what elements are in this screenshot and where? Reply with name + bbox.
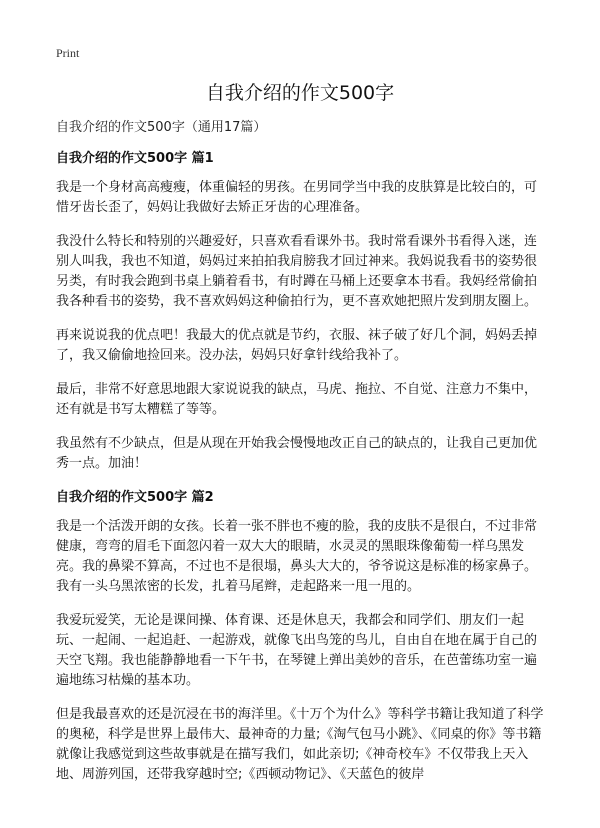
essay-section-2 xyxy=(56,488,544,785)
paragraph: 我没什么特长和特别的兴趣爱好，只喜欢看看课外书。我时常看课外书看得入迷，连别人叫我，我也不知道，妈妈过来拍拍我肩膀我才回过神来。我妈说我看书的姿势很另类，有时我会跑到书桌上躺着看书，有时蹲在马桶上还要拿本书看。我妈经常偷拍我各种看书的姿势，我不喜欢妈妈这种偷拍行为，更不喜欢她把照片发到朋友圈上。 xyxy=(56,234,538,309)
print-link[interactable]: Print xyxy=(56,46,80,60)
paragraph: 最后，非常不好意思地跟大家说说我的缺点，马虎、拖拉、不自觉、注意力不集中，还有就是书写太糟糕了等等。 xyxy=(56,382,538,417)
article-subtitle: 自我介绍的作文500字（通用17篇） xyxy=(56,120,267,135)
page-title: 自我介绍的作文500字 xyxy=(205,82,395,104)
paragraph: 我虽然有不少缺点，但是从现在开始我会慢慢地改正自己的缺点的，让我自己更加优秀一点。加油！ xyxy=(56,436,538,471)
section-heading: 自我介绍的作文500字 篇2 xyxy=(56,490,214,505)
paragraph: 我爱玩爱笑，无论是课间操、体育课、还是休息天，我都会和同学们、朋友们一起玩、一起闹、一起追赶、一起游戏，就像飞出鸟笼的鸟儿，自由自在地在属于自己的天空飞翔。我也能静静地看一下午书，在琴键上弹出美妙的音乐，在芭蕾练功室一遍遍地练习枯燥的基本功。 xyxy=(56,613,538,688)
paragraph: 我是一个身材高高瘦瘦，体重偏轻的男孩。在男同学当中我的皮肤算是比较白的，可惜牙齿长歪了，妈妈让我做好去矫正牙齿的心理准备。 xyxy=(56,180,538,215)
paragraph: 再来说说我的优点吧！我最大的优点就是节约，衣服、袜子破了好几个洞，妈妈丢掉了，我又偷偷地捡回来。没办法，妈妈只好拿针线给我补了。 xyxy=(56,328,538,363)
essay-section-1 xyxy=(56,149,544,474)
paragraph: 我是一个活泼开朗的女孩。长着一张不胖也不瘦的脸，我的皮肤不是很白，不过非常健康，弯弯的眉毛下面忽闪着一双大大的眼睛，水灵灵的黑眼珠像葡萄一样乌黑发亮。我的鼻梁不算高，不过也不是很塌，鼻头大大的，爷爷说这是标准的杨家鼻子。我有一头乌黑浓密的长发，扎着马尾辫，走起路来一甩一甩的。 xyxy=(56,519,538,594)
section-heading: 自我介绍的作文500字 篇1 xyxy=(56,151,214,166)
paragraph: 但是我最喜欢的还是沉浸在书的海洋里。《十万个为什么》等科学书籍让我知道了科学的奥秘，科学是世界上最伟大、最神奇的力量;《淘气包马小跳》、《同桌的你》等书籍就像让我感觉到这些故事就是在描写我们，如此亲切;《神奇校车》不仅带我上天入地、周游列国，还带我穿越时空;《西顿动物记》、《天蓝色的彼岸 xyxy=(56,707,544,782)
article-body xyxy=(56,118,544,799)
